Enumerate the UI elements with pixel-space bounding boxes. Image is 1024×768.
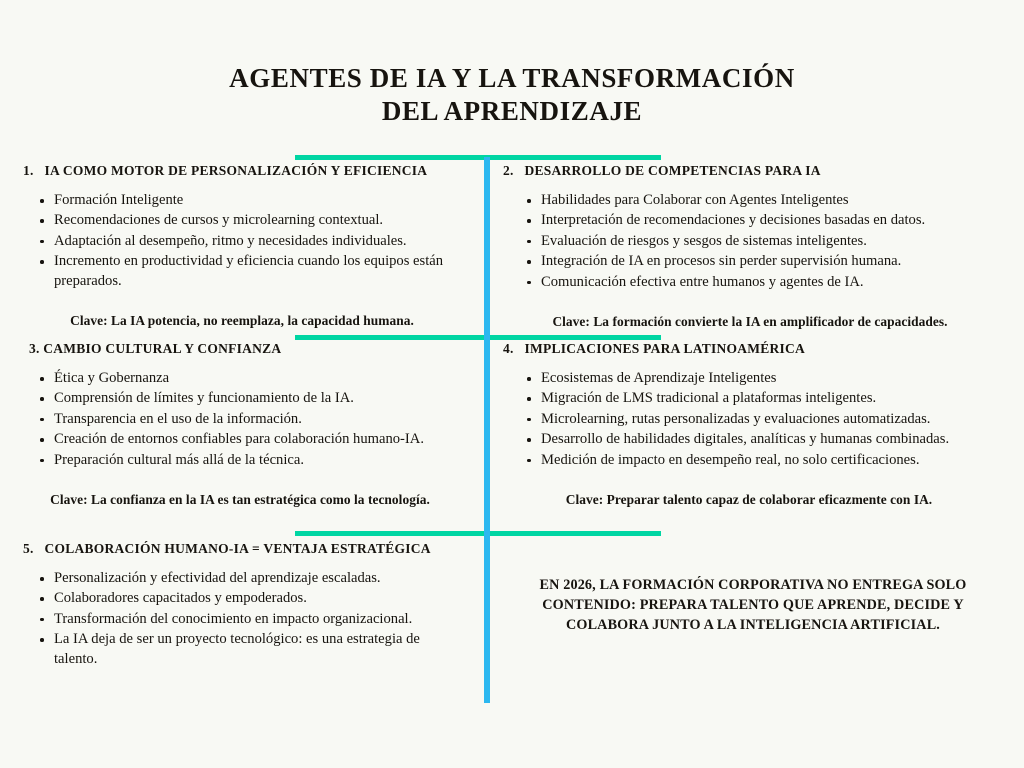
list-item: Colaboradores capacitados y empoderados.	[54, 589, 454, 608]
section-3	[16, 341, 478, 508]
page-title	[0, 62, 1024, 129]
section-2-number: 2.	[503, 163, 514, 178]
section-2-key-takeaway: Clave: La formación convierte la IA en amplificador de capacidades.	[552, 314, 948, 330]
section-3-bullet-list	[16, 369, 478, 470]
section-5	[16, 541, 478, 670]
section-3-heading	[16, 341, 478, 357]
divider-horizontal-top	[295, 155, 661, 160]
section-2-heading	[503, 163, 1003, 179]
list-item: Migración de LMS tradicional a plataformas inteligentes.	[541, 389, 1003, 408]
section-5-bullet-list	[16, 569, 478, 669]
list-item: Creación de entornos confiables para colaboración humano-IA.	[54, 430, 478, 449]
section-4-key-takeaway: Clave: Preparar talento capaz de colaborar eficazmente con IA.	[565, 492, 933, 508]
section-1-title: IA COMO MOTOR DE PERSONALIZACIÓN Y EFICIENCIA	[44, 163, 428, 178]
section-2-title: DESARROLLO DE COMPETENCIAS PARA IA	[524, 163, 821, 178]
closing-statement: EN 2026, LA FORMACIÓN CORPORATIVA NO ENTREGA SOLO CONTENIDO: PREPARA TALENTO QUE APRENDE, DECIDE Y COLABORA JUNTO A LA INTELIGENCIA ARTIFICIAL.	[539, 577, 967, 634]
list-item: Integración de IA en procesos sin perder supervisión humana.	[541, 252, 1003, 271]
section-1-key-takeaway: Clave: La IA potencia, no reemplaza, la capacidad humana.	[70, 313, 414, 329]
list-item: Personalización y efectividad del aprendizaje escaladas.	[54, 569, 454, 588]
list-item: Formación Inteligente	[54, 191, 474, 210]
title-line-1: AGENTES DE IA Y LA TRANSFORMACIÓN	[229, 63, 795, 93]
list-item: Incremento en productividad y eficiencia cuando los equipos están preparados.	[54, 252, 474, 291]
section-4-title: IMPLICACIONES PARA LATINOAMÉRICA	[524, 341, 806, 356]
section-4-bullet-list	[503, 369, 1003, 470]
section-1-number: 1.	[23, 163, 34, 178]
section-5-heading	[16, 541, 478, 557]
list-item: Evaluación de riesgos y sesgos de sistemas inteligentes.	[541, 232, 1003, 251]
section-1-heading	[16, 163, 478, 179]
list-item: Preparación cultural más allá de la técnica.	[54, 451, 478, 470]
list-item: Microlearning, rutas personalizadas y evaluaciones automatizadas.	[541, 410, 1003, 429]
section-5-title: COLABORACIÓN HUMANO-IA = VENTAJA ESTRATÉGICA	[44, 541, 431, 556]
section-2	[503, 163, 1003, 330]
list-item: Habilidades para Colaborar con Agentes Inteligentes	[541, 191, 1003, 210]
list-item: Desarrollo de habilidades digitales, analíticas y humanas combinadas.	[541, 430, 1003, 449]
section-4	[503, 341, 1003, 508]
section-3-key-takeaway: Clave: La confianza en la IA es tan estratégica como la tecnología.	[50, 492, 430, 508]
list-item: Transformación del conocimiento en impacto organizacional.	[54, 610, 454, 629]
section-1	[16, 163, 478, 329]
list-item: Medición de impacto en desempeño real, no solo certificaciones.	[541, 451, 1003, 470]
list-item: Transparencia en el uso de la información.	[54, 410, 478, 429]
divider-vertical	[484, 157, 490, 703]
title-line-2: DEL APRENDIZAJE	[381, 96, 643, 127]
divider-horizontal-bottom	[295, 531, 661, 536]
list-item: Comprensión de límites y funcionamiento de la IA.	[54, 389, 478, 408]
section-2-bullet-list	[503, 191, 1003, 292]
divider-horizontal-middle	[295, 335, 661, 340]
section-4-number: 4.	[503, 341, 514, 356]
list-item: Comunicación efectiva entre humanos y agentes de IA.	[541, 273, 1003, 292]
closing-statement-block	[503, 575, 1003, 635]
list-item: Adaptación al desempeño, ritmo y necesidades individuales.	[54, 232, 474, 251]
section-4-heading	[503, 341, 1003, 357]
section-5-number: 5.	[23, 541, 34, 556]
list-item: La IA deja de ser un proyecto tecnológico: es una estrategia de talento.	[54, 630, 454, 669]
list-item: Ética y Gobernanza	[54, 369, 478, 388]
section-3-number: 3.	[29, 341, 40, 356]
section-3-title: CAMBIO CULTURAL Y CONFIANZA	[43, 341, 282, 356]
list-item: Interpretación de recomendaciones y decisiones basadas en datos.	[541, 211, 1003, 230]
list-item: Recomendaciones de cursos y microlearning contextual.	[54, 211, 474, 230]
list-item: Ecosistemas de Aprendizaje Inteligentes	[541, 369, 1003, 388]
section-1-bullet-list	[16, 191, 478, 291]
